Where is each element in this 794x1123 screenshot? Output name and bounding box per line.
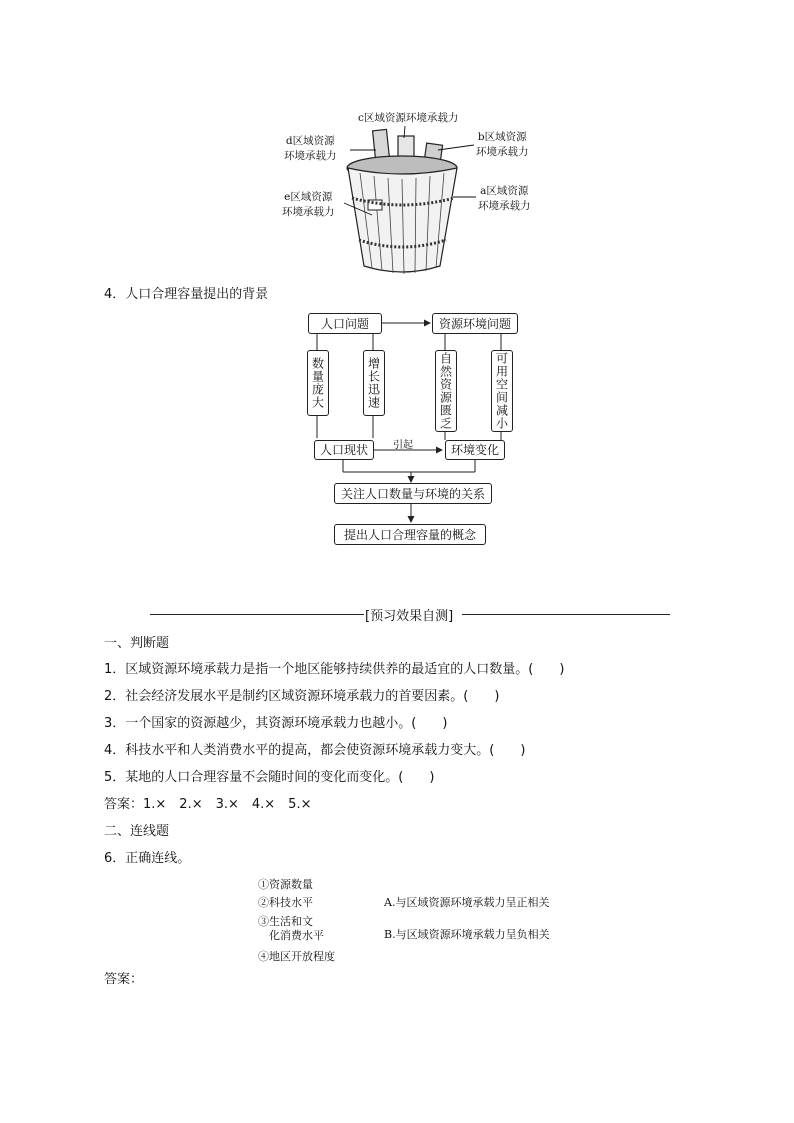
question-2: 2．社会经济发展水平是制约区域资源环境承载力的首要因素。( )	[104, 689, 500, 704]
box-focus-relation: 关注人口数量与环境的关系	[334, 483, 492, 504]
box-fast-growth: 增长迅速	[363, 350, 385, 416]
part1-title: 一、判断题	[104, 636, 170, 651]
section4-title: 4．人口合理容量提出的背景	[104, 287, 269, 302]
answer-2: 答案：	[104, 972, 144, 987]
box-propose-concept: 提出人口合理容量的概念	[334, 524, 486, 545]
box-population-problem: 人口问题	[308, 313, 382, 334]
divider-right-line	[462, 614, 670, 615]
match-right-a: A.与区域资源环境承载力呈正相关	[384, 896, 550, 909]
question-1: 1．区域资源环境承载力是指一个地区能够持续供养的最适宜的人口数量。( )	[104, 662, 565, 677]
question-5: 5．某地的人口合理容量不会随时间的变化而变化。( )	[104, 770, 435, 785]
box-population-status: 人口现状	[314, 440, 374, 460]
question-3: 3．一个国家的资源越少，其资源环境承载力也越小。( )	[104, 716, 448, 731]
flowchart-connectors	[0, 0, 794, 560]
match-left-3: ③生活和文 化消费水平	[258, 915, 324, 942]
question-4: 4．科技水平和人类消费水平的提高，都会使资源环境承载力变大。( )	[104, 743, 526, 758]
label-a: a区域资源 环境承载力	[478, 185, 531, 212]
question-6: 6．正确连线。	[104, 851, 191, 866]
label-d: d区域资源 环境承载力	[284, 135, 337, 162]
box-natural-resource-shortage: 自然资源匮乏	[435, 350, 457, 432]
match-left-1: ①资源数量	[258, 878, 313, 891]
part2-title: 二、连线题	[104, 824, 170, 839]
divider-left-line	[150, 614, 364, 615]
box-large-quantity: 数量庞大	[307, 350, 329, 416]
match-left-2: ②科技水平	[258, 896, 313, 909]
divider-title: [预习效果自测]	[365, 609, 454, 624]
box-resource-env-problem: 资源环境问题	[432, 313, 518, 334]
box-space-reduction: 可用空间减小	[491, 350, 513, 432]
match-right-b: B.与区域资源环境承载力呈负相关	[384, 928, 550, 941]
box-env-change: 环境变化	[445, 440, 505, 460]
answer-1: 答案：1.× 2.× 3.× 4.× 5.×	[104, 797, 312, 812]
label-causes: 引起	[393, 440, 413, 451]
label-c: c区域资源环境承载力	[358, 112, 459, 124]
match-left-4: ④地区开放程度	[258, 950, 335, 963]
label-b: b区域资源 环境承载力	[476, 131, 529, 158]
label-e: e区域资源 环境承载力	[282, 191, 335, 218]
